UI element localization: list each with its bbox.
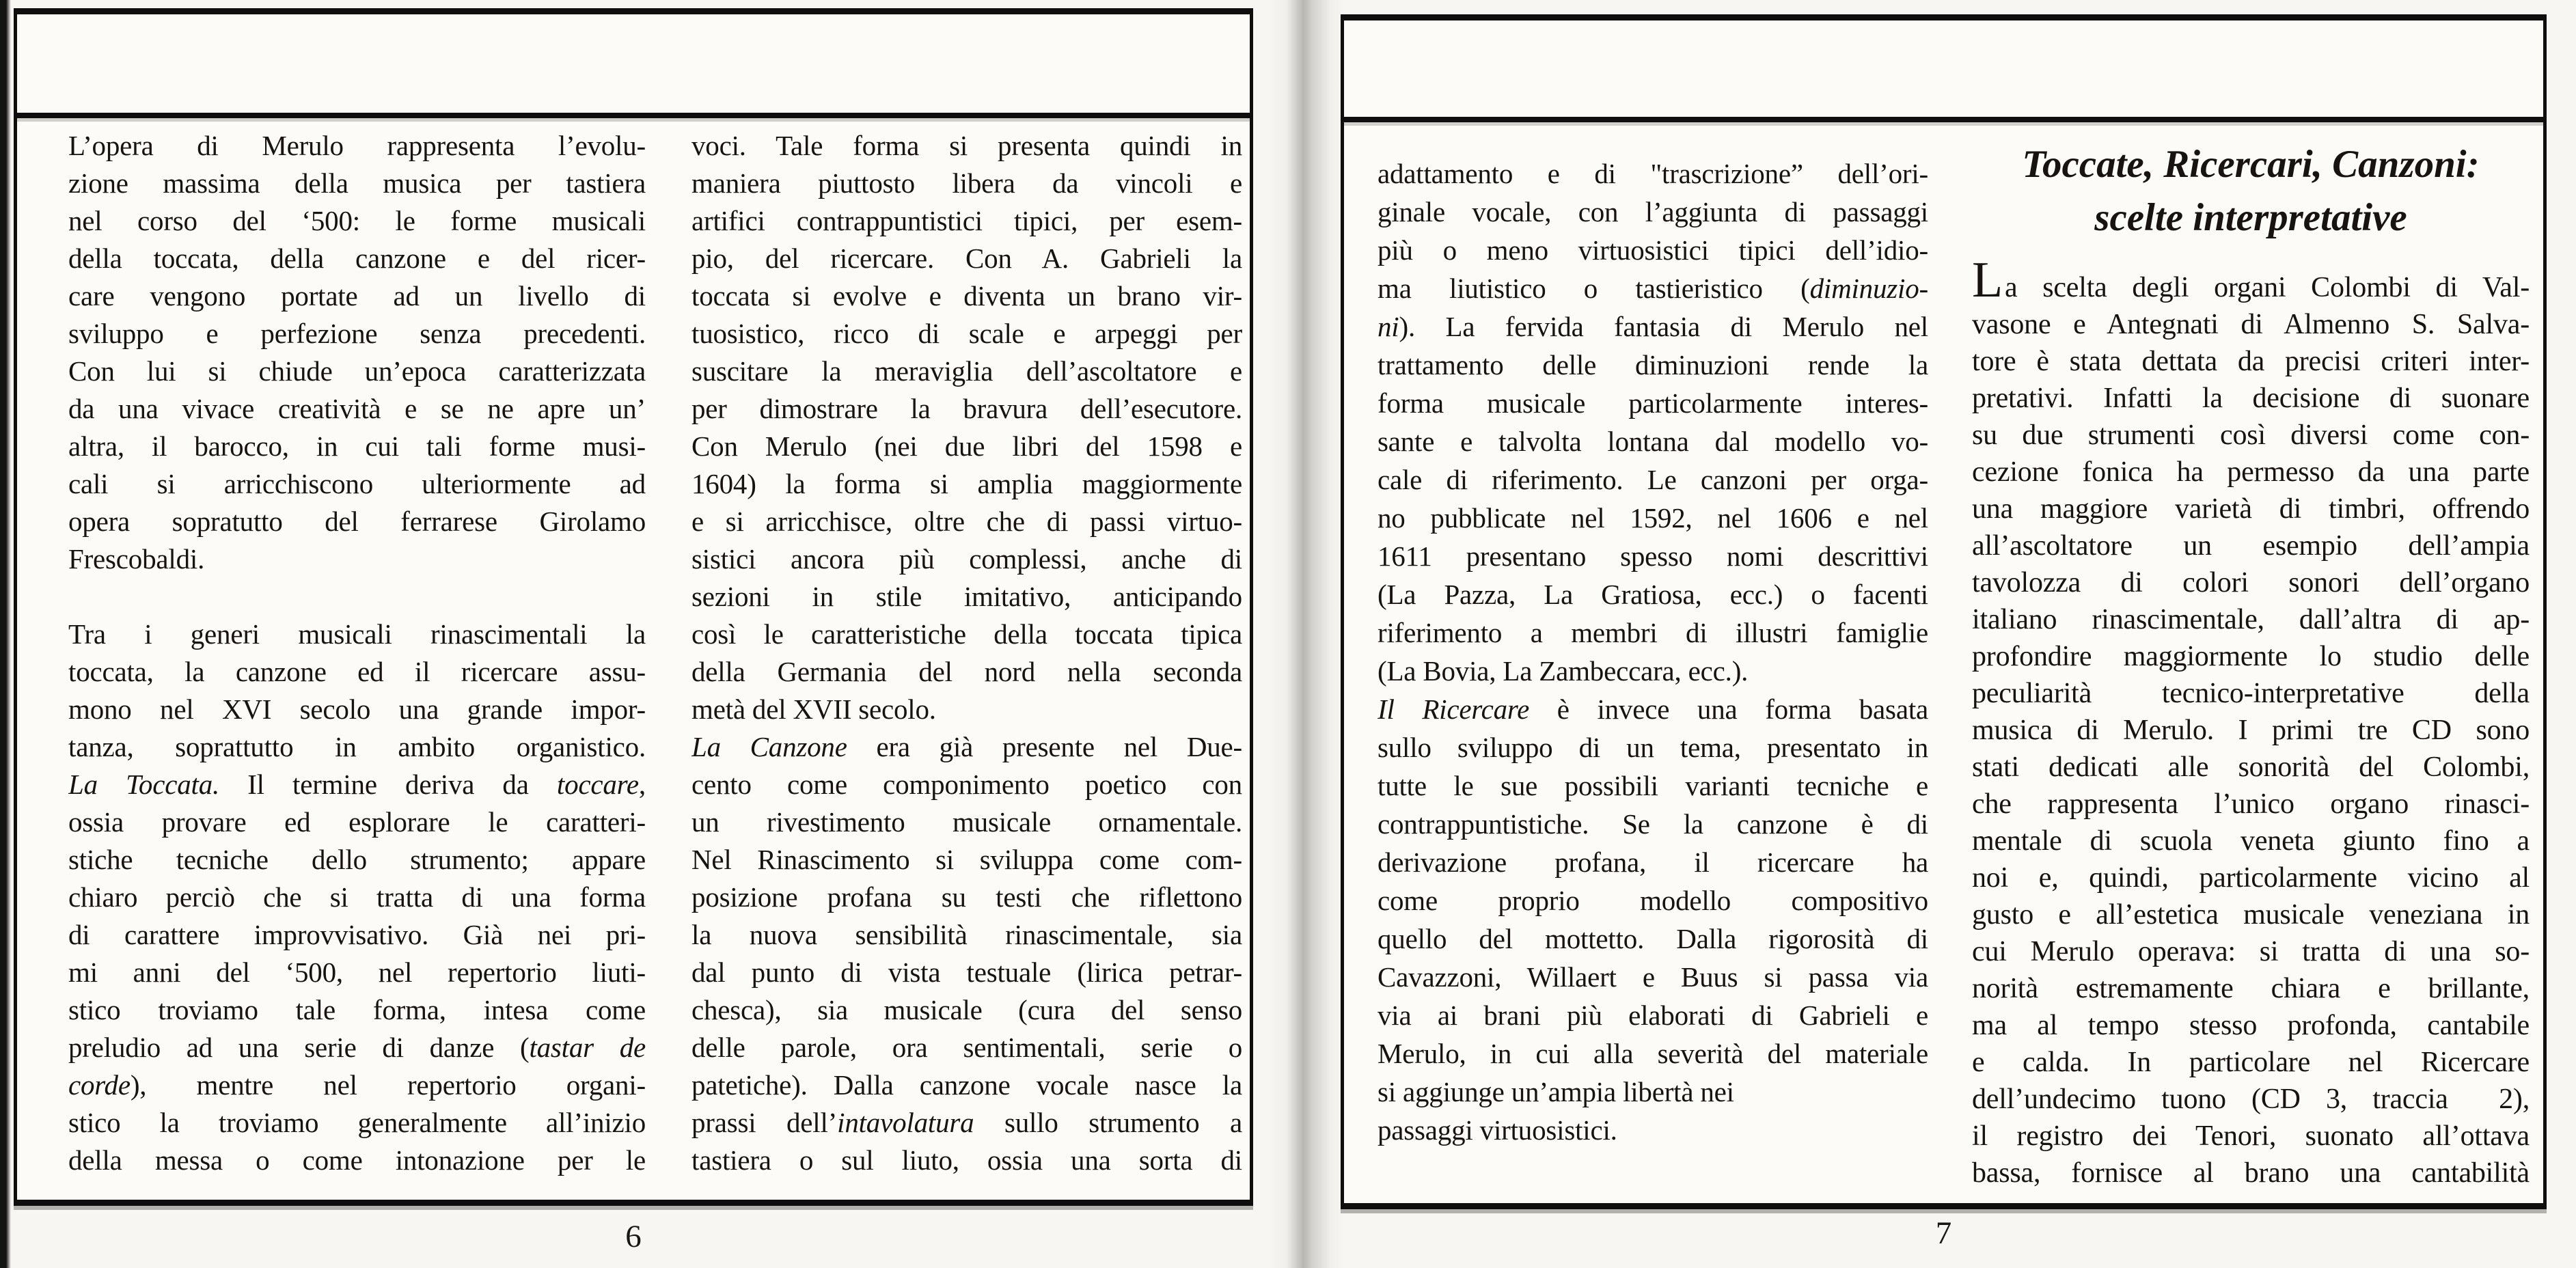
text-line: noi e, quindi, particolarmente vicino al xyxy=(1972,862,2530,894)
text-line: sviluppo e perfezione senza precedenti. xyxy=(68,318,646,349)
text-line: Tra i generi musicali rinascimentali la xyxy=(68,618,646,650)
text-line: come proprio modello compositivo xyxy=(1378,885,1928,916)
text-line: cale di riferimento. Le canzoni per orga- xyxy=(1378,464,1928,495)
text-line: Il Ricercare è invece una forma basata xyxy=(1378,693,1928,725)
text-line: posizione profana su testi che riflettono xyxy=(691,881,1242,913)
text-line: Con Merulo (nei due libri del 1598 e xyxy=(691,430,1242,462)
text-line: italiano rinascimentale, dall’altra di ap- xyxy=(1972,604,2530,635)
text-line: derivazione profana, il ricercare ha xyxy=(1378,846,1928,878)
text-line: Con lui si chiude un’epoca caratterizzata xyxy=(68,355,646,387)
text-line: trattamento delle diminuzioni rende la xyxy=(1378,349,1928,381)
right-page-column-1 xyxy=(1378,154,1928,1149)
text-line: sistici ancora più complessi, anche di xyxy=(691,543,1242,575)
paragraph-gap xyxy=(68,578,646,616)
text-line: peculiarità tecnico-interpretative della xyxy=(1972,678,2530,709)
text-line: 1604) la forma si amplia maggiormente xyxy=(691,468,1242,499)
text-line: passaggi virtuosistici. xyxy=(1378,1114,1617,1146)
text-line: ni). La fervida fantasia di Merulo nel xyxy=(1378,311,1928,342)
text-line: no pubblicate nel 1592, nel 1606 e nel xyxy=(1378,502,1928,534)
text-line: adattamento e di "trascrizione” dell’ori- xyxy=(1378,158,1928,189)
text-line: preludio ad una serie di danze (tastar de xyxy=(68,1032,646,1063)
text-line: riferimento a membri di illustri famiglie xyxy=(1378,617,1928,648)
text-line: ginale vocale, con l’aggiunta di passaggi xyxy=(1378,196,1928,228)
text-line: ossia provare ed esplorare le caratteri- xyxy=(68,806,646,838)
text-line: della Germania del nord nella seconda xyxy=(691,656,1242,687)
text-line: cui Merulo operava: si tratta di una so- xyxy=(1972,936,2530,967)
text-line: tuosistico, ricco di scale e arpeggi per xyxy=(691,318,1242,349)
text-line: delle parole, ora sentimentali, serie o xyxy=(691,1032,1242,1063)
page-number-right: 7 xyxy=(1935,1215,1952,1251)
text-line: mi anni del ‘500, nel repertorio liuti- xyxy=(68,956,646,988)
text-line: via ai brani più elaborati di Gabrieli e xyxy=(1378,1000,1928,1031)
text-line: e si arricchisce, oltre che di passi virtuo- xyxy=(691,506,1242,537)
text-line: profondire maggiormente lo studio delle xyxy=(1972,641,2530,672)
text-line: si aggiunge un’ampia libertà nei xyxy=(1378,1076,1734,1107)
text-line: un rivestimento musicale ornamentale. xyxy=(691,806,1242,838)
text-line: di carattere improvvisativo. Già nei pri- xyxy=(68,919,646,950)
text-line: su due strumenti così diversi come con- xyxy=(1972,419,2530,451)
text-line: per dimostrare la bravura dell’esecutore. xyxy=(691,393,1242,424)
text-line: così le caratteristiche della toccata tipica xyxy=(691,618,1242,650)
right-page-column-2-body xyxy=(1972,252,2530,1191)
text-line: bassa, fornisce al brano una cantabilità xyxy=(1972,1157,2530,1189)
text-line: opera sopratutto del ferrarese Girolamo xyxy=(68,506,646,537)
text-line: pio, del ricercare. Con A. Gabrieli la xyxy=(691,243,1242,274)
left-page-header-rule xyxy=(17,113,1250,118)
text-line: stico troviamo tale forma, intesa come xyxy=(68,994,646,1025)
text-line: corde), mentre nel repertorio organi- xyxy=(68,1069,646,1101)
page-gutter-shadow xyxy=(1268,0,1344,1268)
text-line: quello del mottetto. Dalla rigorosità di xyxy=(1378,923,1928,954)
text-line: La Toccata. Il termine deriva da toccare, xyxy=(68,769,646,800)
left-page-column-2 xyxy=(691,127,1242,1179)
text-line: tutte le sue possibili varianti tecniche e xyxy=(1378,770,1928,801)
text-line: mentale di scuola veneta giunto fino a xyxy=(1972,825,2530,857)
page-number-left: 6 xyxy=(625,1219,642,1254)
text-line: più o meno virtuosistici tipici dell’idio- xyxy=(1378,234,1928,266)
section-heading xyxy=(1972,138,2530,245)
text-line: Merulo, in cui alla severità del materiale xyxy=(1378,1038,1928,1069)
text-line: della toccata, della canzone e del ricer- xyxy=(68,243,646,274)
text-line: suscitare la meraviglia dell’ascoltatore e xyxy=(691,355,1242,387)
text-line: Frescobaldi. xyxy=(68,543,205,575)
text-line: tavolozza di colori sonori dell’organo xyxy=(1972,567,2530,598)
text-line: tanza, soprattutto in ambito organistico. xyxy=(68,731,646,762)
text-line: sezioni in stile imitativo, anticipando xyxy=(691,581,1242,612)
text-line: tastiera o sul liuto, ossia una sorta di xyxy=(691,1144,1242,1176)
text-line: che rappresenta l’unico organo rinasci- xyxy=(1972,788,2530,820)
text-line: voci. Tale forma si presenta quindi in xyxy=(691,130,1242,161)
text-line: dell’undecimo tuono (CD 3, traccia 2), xyxy=(1972,1084,2530,1115)
text-line: la nuova sensibilità rinascimentale, sia xyxy=(691,919,1242,950)
scan-left-dark-edge xyxy=(0,0,11,1268)
text-line: artifici contrappuntistici tipici, per esem- xyxy=(691,205,1242,236)
right-page-column-2 xyxy=(1972,137,2530,1191)
text-line: da una vivace creatività e se ne apre un’ xyxy=(68,393,646,424)
text-line: stiche tecniche dello strumento; appare xyxy=(68,844,646,875)
text-line: cento come componimento poetico con xyxy=(691,769,1242,800)
text-line: 1611 presentano spesso nomi descrittivi xyxy=(1378,540,1928,572)
text-line: il registro dei Tenori, suonato all’ottava xyxy=(1972,1120,2530,1152)
text-line: (La Pazza, La Gratiosa, ecc.) o facenti xyxy=(1378,579,1928,610)
text-line: contrappuntistiche. Se la canzone è di xyxy=(1378,808,1928,840)
section-heading-line-2: scelte interpretative xyxy=(2094,196,2407,239)
text-line: ma liutistico o tastieristico (diminuzio- xyxy=(1378,273,1928,304)
text-line: metà del XVII secolo. xyxy=(691,693,936,725)
text-line: toccata si evolve e diventa un brano vir- xyxy=(691,280,1242,312)
text-line: gusto e all’estetica musicale veneziana in xyxy=(1972,899,2530,931)
section-heading-line-1: Toccate, Ricercari, Canzoni: xyxy=(2022,143,2480,186)
text-line: care vengono portate ad un livello di xyxy=(68,280,646,312)
right-page-header-rule xyxy=(1344,117,2543,122)
text-line: all’ascoltatore un esempio dell’ampia xyxy=(1972,530,2530,562)
text-line: stico la troviamo generalmente all’inizio xyxy=(68,1107,646,1138)
text-line: (La Bovia, La Zambeccara, ecc.). xyxy=(1378,655,1749,687)
text-line: mono nel XVI secolo una grande impor- xyxy=(68,693,646,725)
text-line: vasone e Antegnati di Almenno S. Salva- xyxy=(1972,309,2530,340)
text-line: forma musicale particolarmente interes- xyxy=(1378,387,1928,419)
text-line: e calda. In particolare nel Ricercare xyxy=(1972,1047,2530,1078)
text-line: sante e talvolta lontana dal modello vo- xyxy=(1378,426,1928,457)
text-line: cali si arricchiscono ulteriormente ad xyxy=(68,468,646,499)
text-line: altra, il barocco, in cui tali forme musi- xyxy=(68,430,646,462)
text-line: della messa o come intonazione per le xyxy=(68,1144,646,1176)
text-line: stati dedicati alle sonorità del Colombi, xyxy=(1972,752,2530,783)
text-line: L’opera di Merulo rappresenta l’evolu- xyxy=(68,130,646,161)
text-line: nel corso del ‘500: le forme musicali xyxy=(68,205,646,236)
text-line: toccata, la canzone ed il ricercare assu- xyxy=(68,656,646,687)
text-line: patetiche). Dalla canzone vocale nasce la xyxy=(691,1069,1242,1101)
text-line: norità estremamente chiara e brillante, xyxy=(1972,973,2530,1004)
text-line: una maggiore varietà di timbri, offrendo xyxy=(1972,493,2530,525)
text-line: prassi dell’intavolatura sullo strumento a xyxy=(691,1107,1242,1138)
text-line: dal punto di vista testuale (lirica petrar- xyxy=(691,956,1242,988)
text-line: chesca), sia musicale (cura del senso xyxy=(691,994,1242,1025)
text-line: La Canzone era già presente nel Due- xyxy=(691,731,1242,762)
text-line: zione massima della musica per tastiera xyxy=(68,167,646,199)
text-line: chiaro perciò che si tratta di una forma xyxy=(68,881,646,913)
text-line: maniera piuttosto libera da vincoli e xyxy=(691,167,1242,199)
text-line: musica di Merulo. I primi tre CD sono xyxy=(1972,715,2530,746)
text-line: cezione fonica ha permesso da una parte xyxy=(1972,456,2530,488)
text-line: ma al tempo stesso profonda, cantabile xyxy=(1972,1010,2530,1041)
text-line: La scelta degli organi Colombi di Val- xyxy=(1972,252,2530,308)
text-line: sullo sviluppo di un tema, presentato in xyxy=(1378,732,1928,763)
text-line: tore è stata dettata da precisi criteri inter- xyxy=(1972,346,2530,377)
text-line: Nel Rinascimento si sviluppa come com- xyxy=(691,844,1242,875)
left-page-column-1 xyxy=(68,127,646,1179)
text-line: pretativi. Infatti la decisione di suonare xyxy=(1972,383,2530,414)
text-line: Cavazzoni, Willaert e Buus si passa via xyxy=(1378,961,1928,993)
